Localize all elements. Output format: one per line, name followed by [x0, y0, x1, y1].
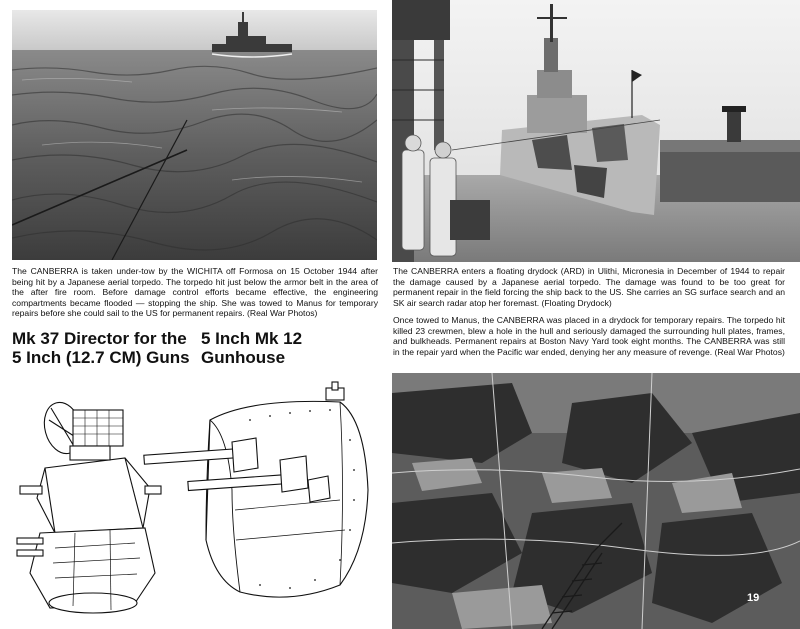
towing-caption: The CANBERRA is taken under-tow by the WICHITA off Formosa on 15 October 1944 after being hit by a Japanese aerial torpedo. The torpedo hit just below the armor belt in the area of the after fire room. Before damage control efforts became effective, the engineering compartments became flooded — stopping the ship. She was towed to Manus for temporary repairs before she could sail to the US for permanent repairs. (Real War Photos)	[12, 266, 378, 319]
drydock-caption: The CANBERRA enters a floating drydock (ARD) in Ulithi, Micronesia in December of 1944 to repair the damage caused by a Japanese aerial torpedo. The damage was found to be too great for permanent repair in the field forcing the ship back to the US. She carries an SG surface search and an SK air search radar atop her foremast. (Floating Drydock)	[393, 266, 785, 308]
director-heading: Mk 37 Director for the 5 Inch (12.7 CM) Guns	[12, 329, 190, 367]
manus-caption: Once towed to Manus, the CANBERRA was placed in a drydock for temporary repairs. The torpedo hit killed 23 crewmen, blew a hole in the hull and seriously damaged the surrounding hull plates, frames, and bulkheads. Permanent repairs at Boston Navy Yard took eight months. The CANBERRA was still in the repair yard when the Pacific war ended, denying her any measure of revenge. (Real War Photos)	[393, 315, 785, 357]
towing-photo	[12, 10, 377, 260]
gunhouse-drawing	[140, 380, 380, 610]
page-number: 19	[747, 592, 760, 604]
damage-photo	[392, 373, 800, 629]
gunhouse-heading: 5 Inch Mk 12 Gunhouse	[201, 329, 303, 367]
drydock-photo	[392, 0, 800, 262]
